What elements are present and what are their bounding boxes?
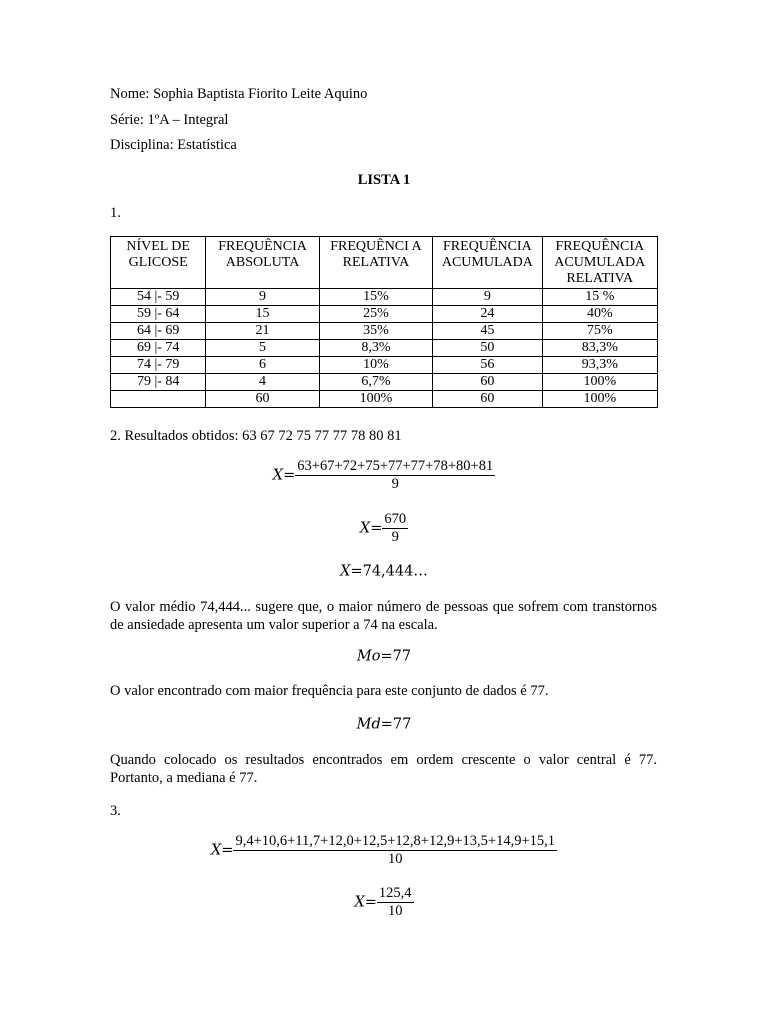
table-cell: 60 bbox=[433, 374, 542, 391]
table-cell: 9 bbox=[206, 289, 319, 306]
mode-equation: Mo=77 bbox=[356, 648, 412, 665]
table-cell: 4 bbox=[206, 374, 319, 391]
table-row bbox=[111, 306, 658, 323]
table-cell: 35% bbox=[319, 323, 432, 340]
mean-equation-1: X= $\frac{63+67+72+75+77+77+78+80+81}{9}$ bbox=[272, 458, 494, 492]
equation-lhs: X bbox=[210, 842, 222, 859]
table-header-row bbox=[111, 237, 658, 289]
fraction-numerator: 670 bbox=[384, 511, 407, 527]
equation-rhs: 74,444… bbox=[362, 563, 428, 580]
frequency-table bbox=[110, 236, 658, 408]
table-cell: 56 bbox=[433, 357, 542, 374]
question-1-number: 1. bbox=[110, 205, 121, 221]
table-cell bbox=[111, 391, 206, 408]
table-cell: 24 bbox=[433, 306, 542, 323]
question-2-intro: 2. Resultados obtidos: 63 67 72 75 77 77 78 80 81 bbox=[110, 428, 402, 444]
median-explanation: Quando colocado os resultados encontrados em ordem crescente o valor central é 77. Portanto, a mediana é 77. bbox=[110, 752, 657, 786]
table-cell: 83,3% bbox=[542, 340, 657, 357]
table-row bbox=[111, 289, 658, 306]
table-row bbox=[111, 340, 658, 357]
equation-lhs: Mo bbox=[356, 648, 381, 665]
equation-lhs: X bbox=[359, 520, 371, 537]
table-cell: 5 bbox=[206, 340, 319, 357]
column-header: FREQUÊNCI A RELATIVA bbox=[319, 237, 432, 289]
mean-equation-2: X= $\frac{670}{9}$ bbox=[359, 511, 407, 545]
table-cell: 50 bbox=[433, 340, 542, 357]
student-grade: Série: 1ºA – Integral bbox=[110, 112, 229, 128]
fraction-denominator: 9 bbox=[391, 476, 399, 492]
column-header: NÍVEL DE GLICOSE bbox=[111, 237, 206, 289]
q3-mean-equation-2: X= $\frac{125,4}{10}$ bbox=[354, 885, 412, 919]
fraction bbox=[377, 885, 414, 920]
table-cell: 21 bbox=[206, 323, 319, 340]
table-cell: 6,7% bbox=[319, 374, 432, 391]
equation-lhs: X bbox=[340, 563, 351, 580]
fraction bbox=[382, 511, 408, 546]
column-header: FREQUÊNCIA ABSOLUTA bbox=[206, 237, 319, 289]
equation-lhs: X bbox=[354, 894, 365, 911]
median-equation: Md=77 bbox=[356, 716, 412, 733]
table-cell: 60 bbox=[206, 391, 319, 408]
column-header: FREQUÊNCIA ACUMULADA RELATIVA bbox=[542, 237, 657, 289]
table-cell: 10% bbox=[319, 357, 432, 374]
q3-mean-equation-1: X= $\frac{9,4+10,6+11,7+12,0+12,5+12,8+12,9+13,5+14,9+15,1}{10}$ bbox=[210, 833, 556, 867]
table-cell: 15 % bbox=[542, 289, 657, 306]
table-row bbox=[111, 323, 658, 340]
table-cell: 59 |- 64 bbox=[111, 306, 206, 323]
mean-result: X=74,444… bbox=[340, 563, 428, 580]
student-name: Nome: Sophia Baptista Fiorito Leite Aquino bbox=[110, 86, 368, 102]
page-title: LISTA 1 bbox=[357, 172, 411, 188]
fraction-denominator: 10 bbox=[387, 903, 403, 919]
fraction-denominator: 9 bbox=[391, 529, 399, 545]
table-row bbox=[111, 374, 658, 391]
table-cell: 45 bbox=[433, 323, 542, 340]
table-cell: 79 |- 84 bbox=[111, 374, 206, 391]
fraction bbox=[233, 833, 557, 868]
fraction-denominator: 10 bbox=[387, 851, 403, 867]
mode-explanation: O valor encontrado com maior frequência para este conjunto de dados é 77. bbox=[110, 683, 549, 699]
question-3-number: 3. bbox=[110, 803, 121, 819]
table-cell: 100% bbox=[542, 391, 657, 408]
equation-lhs: X bbox=[272, 467, 284, 484]
table-cell: 100% bbox=[319, 391, 432, 408]
fraction-numerator: 63+67+72+75+77+77+78+80+81 bbox=[297, 458, 494, 474]
subject: Disciplina: Estatística bbox=[110, 137, 237, 153]
table-cell: 93,3% bbox=[542, 357, 657, 374]
table-cell: 15 bbox=[206, 306, 319, 323]
table-cell: 25% bbox=[319, 306, 432, 323]
table-cell: 75% bbox=[542, 323, 657, 340]
table-cell: 54 |- 59 bbox=[111, 289, 206, 306]
table-cell: 74 |- 79 bbox=[111, 357, 206, 374]
mean-explanation: O valor médio 74,444... sugere que, o maior número de pessoas que sofrem com transtornos de ansiedade apresenta um valor superior a 74 na escala. bbox=[110, 599, 657, 633]
table-cell: 8,3% bbox=[319, 340, 432, 357]
table-cell: 64 |- 69 bbox=[111, 323, 206, 340]
table-cell: 9 bbox=[433, 289, 542, 306]
table-cell: 69 |- 74 bbox=[111, 340, 206, 357]
table-cell: 6 bbox=[206, 357, 319, 374]
column-header: FREQUÊNCIA ACUMULADA bbox=[433, 237, 542, 289]
table-cell: 100% bbox=[542, 374, 657, 391]
equation-rhs: 77 bbox=[392, 716, 412, 733]
table-row bbox=[111, 357, 658, 374]
table-cell: 60 bbox=[433, 391, 542, 408]
equation-rhs: 77 bbox=[392, 648, 412, 665]
table-cell: 15% bbox=[319, 289, 432, 306]
fraction bbox=[295, 458, 495, 493]
table-cell: 40% bbox=[542, 306, 657, 323]
fraction-numerator: 9,4+10,6+11,7+12,0+12,5+12,8+12,9+13,5+14,9+15,1 bbox=[235, 833, 556, 849]
equation-lhs: Md bbox=[356, 716, 381, 733]
table-total-row bbox=[111, 391, 658, 408]
fraction-numerator: 125,4 bbox=[378, 885, 412, 901]
